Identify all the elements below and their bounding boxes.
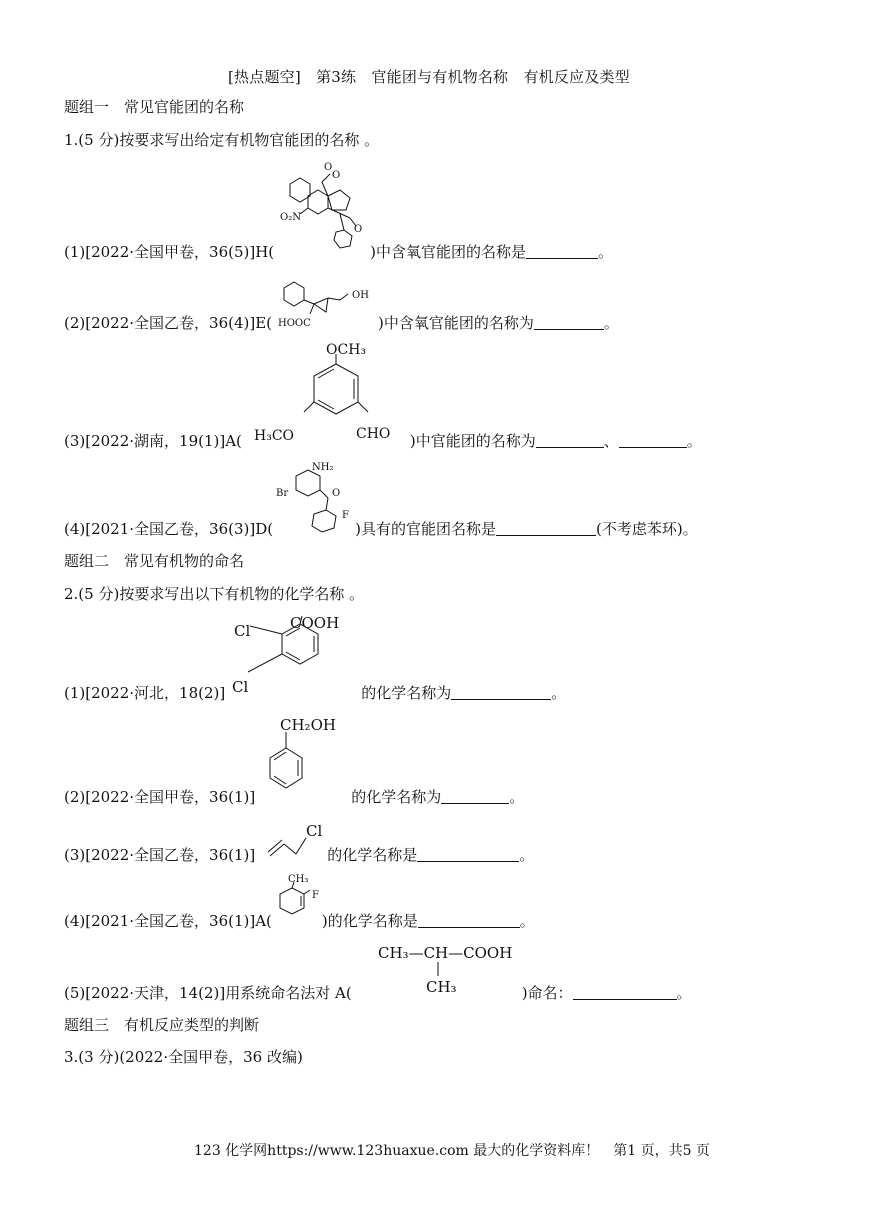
chloro-label-2: Cl: [232, 678, 249, 696]
q1-item-1-end: 。: [598, 243, 614, 261]
oxygen-label-3: O: [354, 224, 363, 235]
chloro-label-1: Cl: [234, 622, 251, 640]
fluoro-label: F: [342, 510, 349, 521]
q2-item-3-prefix: (3)[2022·全国乙卷，36(1)]: [64, 846, 256, 864]
carboxyl-label-2: COOH: [290, 614, 340, 632]
page-footer: 123 化学网https://www.123huaxue.com 最大的化学资料库！ 第1 页，共5 页: [194, 1143, 710, 1159]
q2-item-2-answer-blank[interactable]: [441, 789, 509, 804]
q2-item-3-suffix: 的化学名称是: [327, 846, 418, 864]
q2-item-3-end: 。: [519, 846, 535, 864]
q1-item-3-answer-blank-2[interactable]: [619, 433, 687, 448]
q1-item-3-answer-blank-1[interactable]: [536, 433, 604, 448]
methoxy-label-top: OCH₃: [326, 342, 367, 358]
q2-item-4-end: 。: [519, 912, 535, 930]
q1-item-1: [64, 243, 613, 261]
q2-item-1-answer-blank[interactable]: [451, 685, 551, 700]
q2-item-5: [64, 984, 692, 1002]
q3-intro: 3.(3 分)(2022·全国甲卷，36 改编): [64, 1048, 303, 1066]
q1-item-3-prefix: (3)[2022·湖南，19(1)]A(: [64, 432, 242, 450]
q2-item-5-suffix: )命名：: [521, 984, 573, 1002]
structure-a-dimethoxybenzaldehyde: [252, 342, 412, 446]
q1-item-2-suffix: )中含氧官能团的名称为: [378, 314, 534, 332]
q2-item-1-end: 。: [551, 684, 567, 702]
q1-item-1-answer-blank[interactable]: [526, 244, 598, 259]
q2-item-3: [64, 846, 534, 864]
q2-item-2-suffix: 的化学名称为: [351, 788, 442, 806]
group2-heading: 题组二 常见有机物的命名: [64, 552, 245, 570]
ketone-oxygen-label: O: [332, 488, 341, 499]
q1-item-4-answer-blank[interactable]: [496, 521, 596, 536]
q1-item-1-suffix: )中含氧官能团的名称是: [370, 243, 527, 261]
branch-methyl-label: CH₃: [426, 978, 457, 996]
oxygen-label-1: O: [324, 162, 333, 173]
q2-item-4-prefix: (4)[2021·全国乙卷，36(1)]A(: [64, 912, 272, 930]
q2-item-5-prefix: (5)[2022·天津，14(2)]用系统命名法对 A(: [64, 984, 352, 1002]
q2-item-4: [64, 912, 535, 930]
carboxyl-label: HOOC: [278, 318, 311, 329]
q2-intro: 2.(5 分)按要求写出以下有机物的化学名称 。: [64, 585, 365, 603]
q1-item-4: [64, 520, 698, 538]
q2-item-3-answer-blank[interactable]: [417, 847, 519, 862]
chloro-label-3: Cl: [306, 822, 323, 840]
q1-item-4-prefix: (4)[2021·全国乙卷，36(3)]D(: [64, 520, 274, 538]
q1-item-4-suffix: )具有的官能团名称是: [355, 520, 496, 538]
q1-item-2-prefix: (2)[2022·全国乙卷，36(4)]E(: [64, 314, 273, 332]
page-title: [热点题空] 第3练 官能团与有机物名称 有机反应及类型: [228, 68, 630, 86]
condensed-formula-main: CH₃—CH—COOH: [378, 944, 513, 962]
group3-heading: 题组三 有机反应类型的判断: [64, 1016, 260, 1034]
oxygen-label-2: O: [332, 170, 341, 181]
q1-item-3-separator: 、: [603, 432, 619, 450]
hydroxymethyl-label: CH₂OH: [280, 716, 336, 734]
q2-item-5-answer-blank[interactable]: [573, 985, 677, 1000]
q1-item-3-suffix: )中官能团的名称为: [409, 432, 536, 450]
methyl-label: CH₃: [288, 874, 309, 885]
aldehyde-label: CHO: [356, 426, 391, 442]
q2-item-1-suffix: 的化学名称为: [361, 684, 452, 702]
q2-item-4-answer-blank[interactable]: [418, 913, 520, 928]
nitro-label: O₂N: [280, 212, 301, 223]
q1-item-3-end: 。: [686, 432, 702, 450]
q2-item-2-prefix: (2)[2022·全国甲卷，36(1)]: [64, 788, 256, 806]
bromo-label: Br: [276, 488, 289, 499]
methoxy-label-left: H₃CO: [254, 428, 295, 444]
q2-item-1: [64, 684, 566, 702]
hydroxyl-label: OH: [352, 290, 369, 301]
q2-item-4-suffix: )的化学名称是: [321, 912, 418, 930]
q2-item-2: [64, 788, 524, 806]
fluoro-label-2: F: [312, 890, 319, 901]
q1-item-2-end: 。: [603, 314, 619, 332]
q1-item-2-answer-blank[interactable]: [534, 315, 604, 330]
q1-item-1-prefix: (1)[2022·全国甲卷，36(5)]H(: [64, 243, 275, 261]
q1-intro: 1.(5 分)按要求写出给定有机物官能团的名称 。: [64, 131, 380, 149]
amino-label: NH₂: [312, 462, 334, 473]
q2-item-1-prefix: (1)[2022·河北，18(2)]: [64, 684, 226, 702]
q1-item-4-end: (不考虑苯环)。: [595, 520, 698, 538]
q2-item-5-end: 。: [676, 984, 692, 1002]
q2-item-2-end: 。: [509, 788, 525, 806]
group1-heading: 题组一 常见官能团的名称: [64, 98, 245, 116]
q1-item-3: [64, 432, 702, 450]
structure-h-lactone: [270, 160, 380, 250]
q1-item-2: [64, 314, 619, 332]
